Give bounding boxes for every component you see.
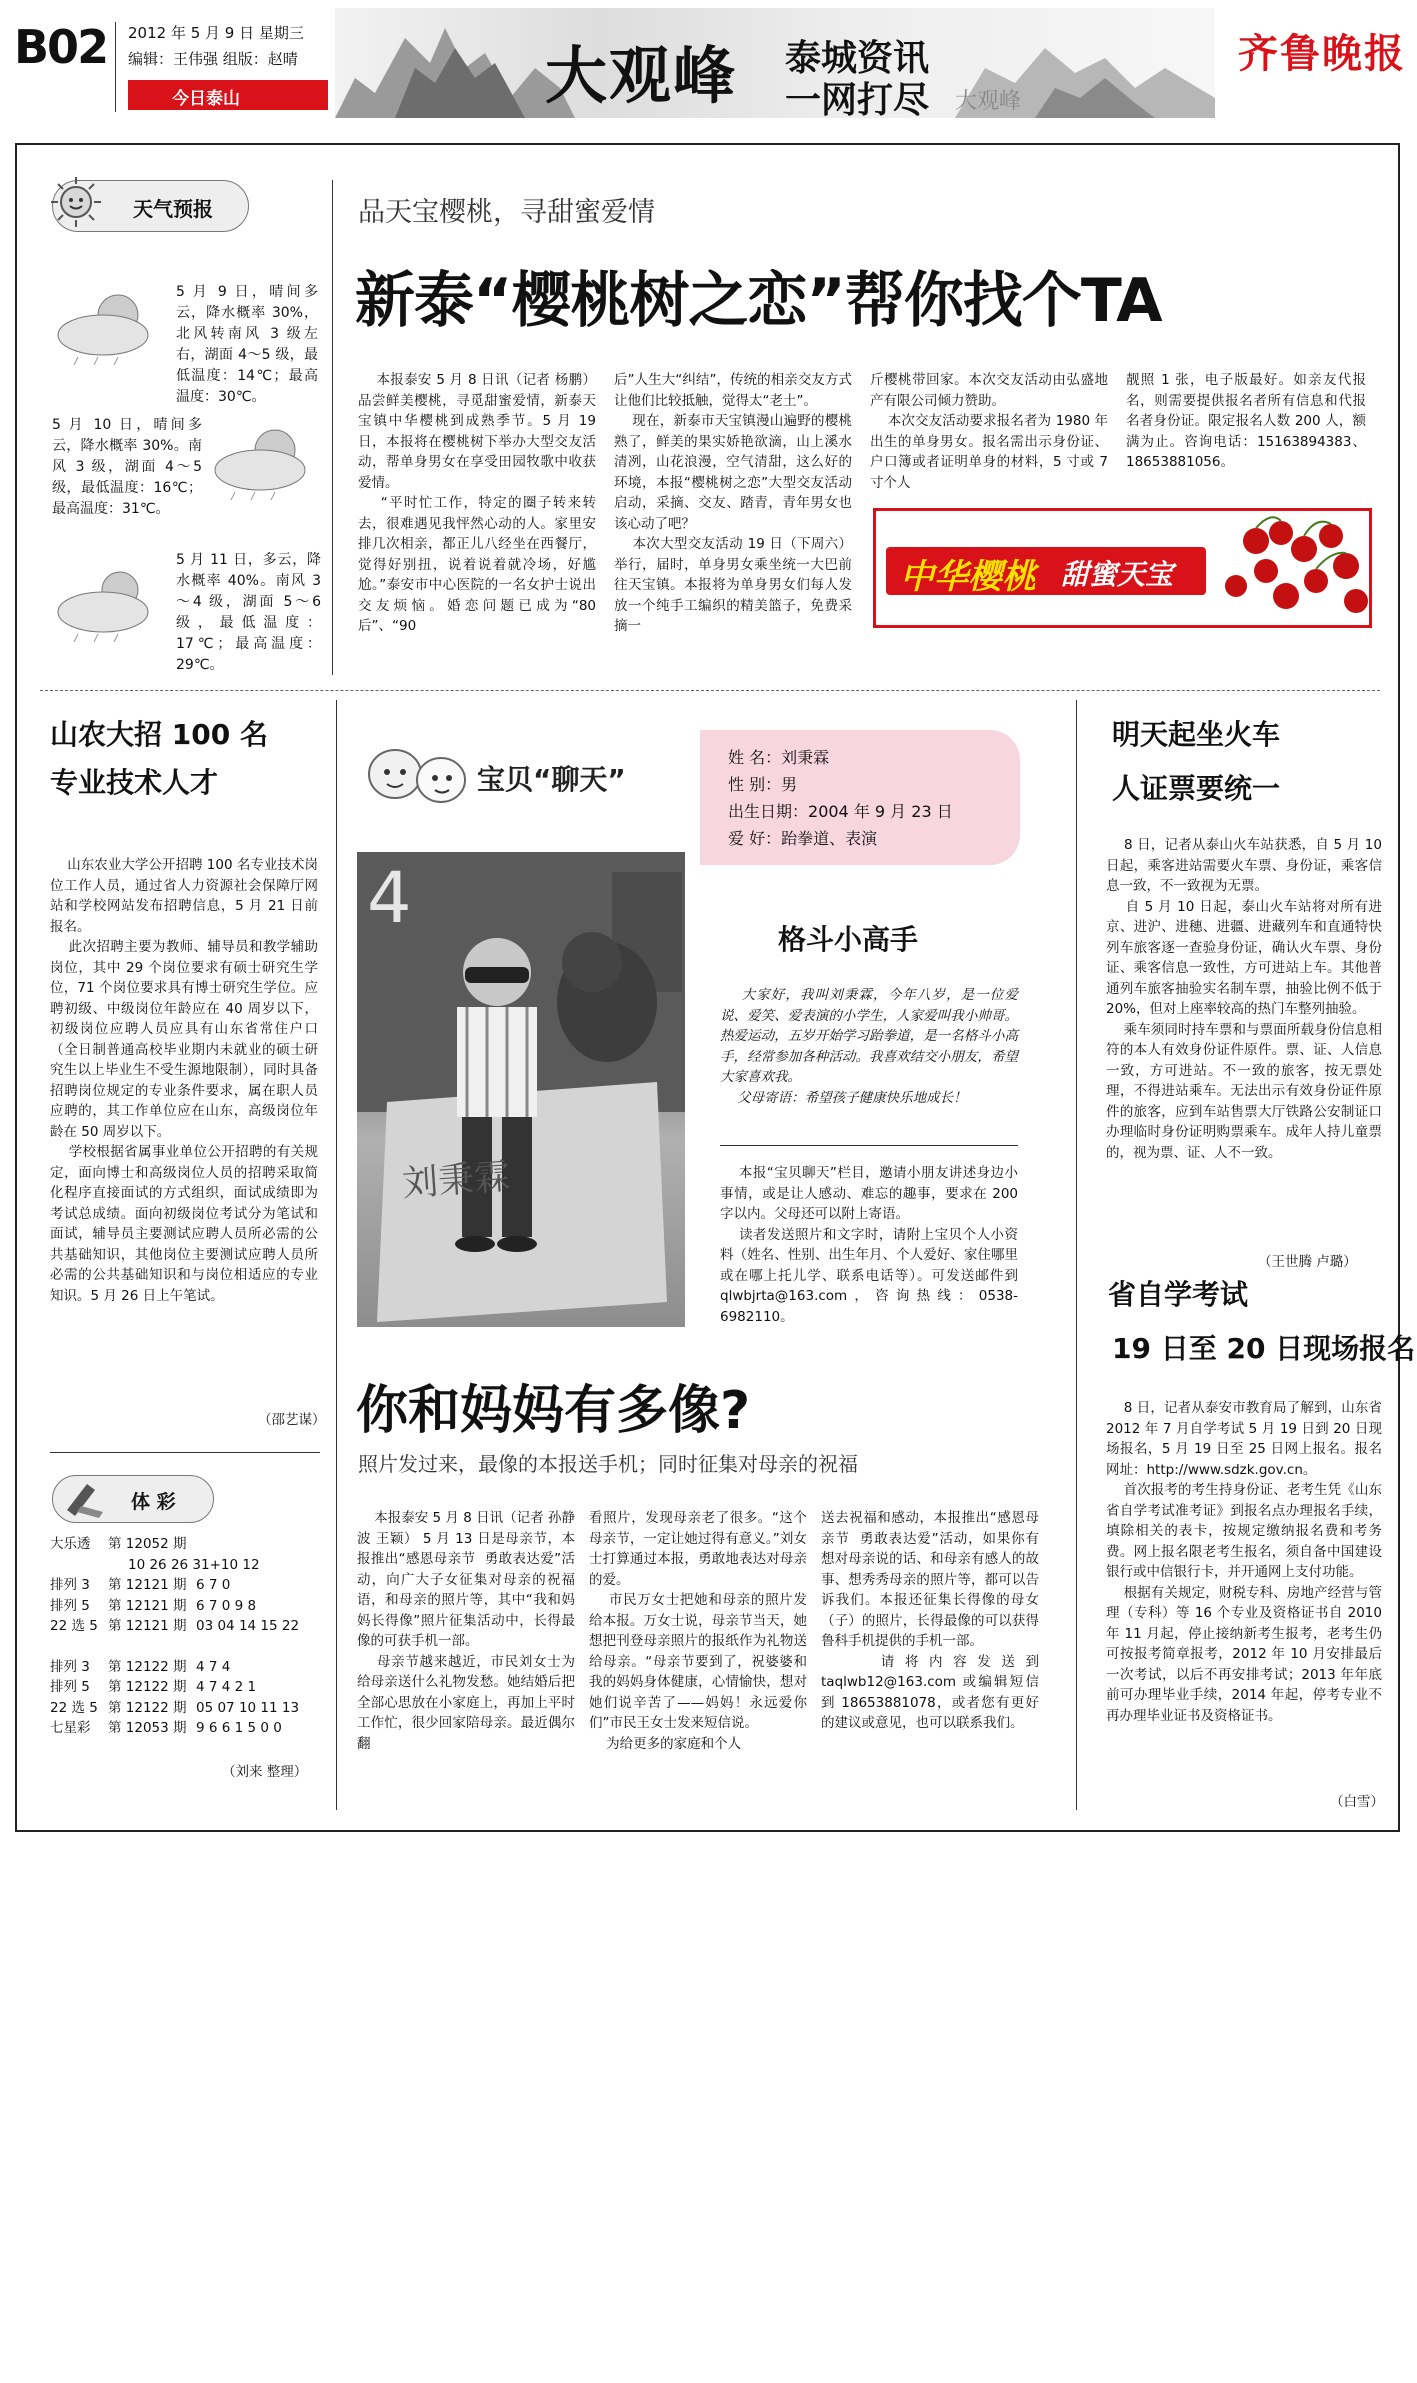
cherry-col-4: 靓照 1 张，电子版最好。如亲友代报名，则需要提供报名者所有信息和代报名者身份证。限定报名人数 200 人，额满为止。咨询电话：15163894383、18653881056。 (1126, 372, 1366, 470)
banner (335, 8, 1215, 118)
exam-byline: （白雪） (1330, 1794, 1384, 1810)
weather-day2: 5 月 10 日，晴间多云，降水概率 30%。南风 3 级，湖面 4～5 级，最低温度：16℃；最高温度：31℃。 (52, 417, 207, 517)
ad-text-2: 甜蜜天宝 (1061, 558, 1174, 591)
sun-icon (49, 175, 103, 229)
shannong-title-1: 山农大招 100 名 (50, 718, 268, 751)
baby-header (357, 740, 687, 812)
baby-notice: 本报“宝贝聊天”栏目，邀请小朋友讲述身边小事情，或是让人感动、难忘的趣事，要求在 200 字以内。父母还可以附上寄语。 读者发送照片和文字时，请附上宝贝个人小资料（姓名、性别、出生年月、个人爱好、家住哪里或在哪上托儿学、联系电话等）。可发送邮件到 qlwbjrta@163.com，咨询热线：0538-6982110。 (720, 1165, 1019, 1325)
baby-photo (357, 852, 685, 1327)
masthead (0, 0, 1417, 130)
mother-subhead: 照片发过来，最像的本报送手机；同时征集对母亲的祝福 (358, 1452, 858, 1476)
photo-caption-board: 刘秉霖 (400, 1156, 512, 1205)
lottery-row: 七星彩 第 12053 期 9 6 6 1 5 0 0 (50, 1720, 282, 1736)
lottery-row (50, 1637, 330, 1657)
cherry-headline: 新泰“樱桃树之恋”帮你找个TA (355, 266, 1162, 336)
lottery-header (52, 1475, 214, 1523)
date-line: 2012 年 5 月 9 日 星期三 (128, 24, 304, 42)
shannong-title-2: 专业技术人才 (50, 766, 219, 799)
lottery-row: 排列 5 第 12122 期 4 7 4 2 1 (50, 1679, 257, 1695)
exam-title-1: 省自学考试 (1108, 1278, 1249, 1311)
lottery-row: 排列 3 第 12122 期 4 7 4 (50, 1658, 231, 1675)
lottery-row: 10 26 26 31+10 12 (128, 1556, 260, 1573)
editors-line: 编辑：王伟强 组版：赵晴 (128, 50, 298, 68)
weather-day3: 5 月 11 日，多云，降水概率 40%。南风 3～4 级，湖面 5～6 级，最低温度：17℃；最高温度：29℃。 (176, 552, 326, 673)
train-title-1: 明天起坐火车 (1112, 718, 1281, 751)
mother-headline: 你和妈妈有多像? (356, 1381, 751, 1441)
lottery-row: 22 选 5 第 12121 期 03 04 14 15 22 (50, 1618, 300, 1634)
lottery-table (50, 1534, 330, 1739)
baby-headline: 格斗小高手 (778, 923, 919, 956)
banner-small-title: 大观峰 (955, 89, 1022, 114)
baby-label: 宝贝“聊天” (477, 763, 626, 796)
cloud-sun-icon (205, 420, 325, 500)
train-title-2: 人证票要统一 (1112, 772, 1281, 805)
cherry-col-2: 后”人生大“纠结”，传统的相亲交友方式让他们比较抵触，觉得太“老土”。 现在，新泰市天宝镇漫山遍野的樱桃熟了，鲜美的果实娇艳欲滴，山上溪水清冽，山花浪漫，空气清甜，这么好的环境，本报“樱桃树之恋”大型交友活动启动，采摘、交友、踏青，青年男女也该心动了吧？ 本次大型交友活动 19 日（下周六）举行，届时，单身男女乘坐统一大巴前往天宝镇。本报将为单身男女们每人发放一个纯手工编织的精美篮子，免费采摘一 (614, 372, 852, 634)
paper-logo: 齐鲁晚报 (1238, 30, 1406, 77)
lottery-row: 排列 5 第 12121 期 6 7 0 9 8 (50, 1597, 257, 1614)
mother-col-3: 送去祝福和感动，本报推出“感恩母亲节 勇敢表达爱”活动，如果你有想对母亲说的话、和母亲有感人的故事、想秀秀母亲的照片等，都可以告诉我们。本报还征集长得像的母女（子）的照片，长得最像的可以获得鲁科手机提供的手机一部。 请将内容发送到 taqlwb12@163.com 或编辑短信到 18653881078，或者您有更好的建议或意见，也可以联系我们。 (821, 1510, 1039, 1731)
cherry-advertisement (873, 508, 1372, 628)
banner-slogan-1: 泰城资讯 (785, 38, 930, 79)
weather-header (52, 180, 249, 232)
cloud-icon (48, 562, 168, 642)
exam-body: 8 日，记者从泰安市教育局了解到，山东省 2012 年 7 月自学考试 5 月 19 日到 20 日现场报名，5 月 19 日至 25 日网上报名。报名网址：http://www.sdzk.gov.cn。 首次报考的考生持身份证、老考生凭《山东省自学考试准考证》到报名点办理报名手续，填除相关的表卡，按规定缴纳报名费和考务费。网上报名限老考生报名，须自备中国建设银行或中信银行卡，并开通网上支付功能。 根据有关规定，财税专科、房地产经营与管理（专科）等 16 个专业及资格证书自 2010 年 11 月起，停止接纳新考生报考，老考生仍可按报考简章报考，2012 年 10 月安排最后一次考试，以后不再安排考试；2013 年年底前可办理毕业手续，2014 年起，停考专业不再办理毕业证书及资格证书。 (1106, 1400, 1382, 1724)
page-code: B02 (14, 20, 108, 74)
mother-col-1: 本报泰安 5 月 8 日讯（记者 孙静波 王颖） 5 月 13 日是母亲节，本报推出“感恩母亲节 勇敢表达爱”活动，向广大子女征集对母亲的祝福语，和母亲的照片等，其中“我和妈妈长得像”照片征集活动中，长得最像的可获手机一部。 母亲节越来越近，市民刘女士为给母亲送什么礼物发愁。她结婚后把全部心思放在小家庭上，再加上平时工作忙，很少回家陪母亲。最近偶尔翻 (357, 1510, 575, 1752)
weather-label: 天气预报 (133, 197, 213, 221)
baby-intro: 大家好，我叫刘秉霖，今年八岁，是一位爱说、爱笑、爱表演的小学生，人家爱叫我小帅哥。热爱运动，五岁开始学习跆拳道，是一名格斗小高手，经常参加各种活动。我喜欢结交小朋友，希望大家喜欢我。 父母寄语：希望孩子健康快乐地成长！ (720, 987, 1018, 1106)
lottery-row: 排列 3 第 12121 期 6 7 0 (50, 1577, 231, 1593)
lottery-row: 22 选 5 第 12122 期 05 07 10 11 13 (50, 1699, 300, 1716)
train-body: 8 日，记者从泰山火车站获悉，自 5 月 10 日起，乘客进站需要火车票、身份证，乘客信息一致，不一致视为无票。 自 5 月 10 日起，泰山火车站将对所有进京、进沪、进穗、进疆、进藏列车和直通特快列车旅客逐一查验身份证，确认火车票、身份证、乘客信息一致性，方可进站上车。其他普通列车旅客抽验实名制车票，抽验比例不低于 20%，但对上座率较高的热门车整列抽验。 乘车须同时持车票和与票面所载身份信息相符的本人有效身份证件原件。票、证、人信息一致，方可进站。不一致的旅客，按无票处理，不得进站乘车。无法出示有效身份证件原件的旅客，应到车站售票大厅铁路公安制证口办理临时身份证明购票乘车。成年人持儿童票的，视为票、证、人不一致。 (1106, 837, 1382, 1161)
cherry-col-1: 本报泰安 5 月 8 日讯（记者 杨鹏） 品尝鲜美樱桃，寻觅甜蜜爱情，新泰天宝镇中华樱桃到成熟季节。5 月 19 日，本报将在樱桃树下举办大型交友活动，帮单身男女在享受田园牧歌中收获爱情。 “平时忙工作，特定的圈子转来转去，很难遇见我怦然心动的人。家里安排几次相亲，都正儿八经坐在西餐厅，觉得好别扭，说着说着就冷场，好尴尬。”泰安市中心医院的一名女护士说出交友烦恼。婚恋问题已成为“80 后”、“90 (358, 372, 597, 634)
banner-slogan-2: 一网打尽 (785, 80, 930, 118)
lottery-icon (59, 1476, 109, 1522)
exam-title-2: 19 日至 20 日现场报名 (1112, 1332, 1416, 1365)
svg-text:4: 4 (367, 857, 412, 939)
weather-day1: 5 月 9 日，晴间多云，降水概率 30%，北风转南风 3 级左右，湖面 4～5 级，最低温度：14℃；最高温度：30℃。 (176, 284, 318, 405)
lottery-byline: （刘来 整理） (222, 1764, 308, 1780)
cherry-col-3: 斤樱桃带回家。本次交友活动由弘盛地产有限公司倾力赞助。 本次交友活动要求报名者为 1980 年出生的单身男女。报名需出示身份证、户口簿或者证明单身的材料，5 寸或 7 寸个人 (870, 372, 1108, 491)
baby-profile-card (700, 730, 1020, 865)
ad-text-1: 中华樱桃 (900, 557, 1036, 597)
mother-col-2: 看照片，发现母亲老了很多。“这个母亲节，一定让她过得有意义。”刘女士打算通过本报，勇敢地表达对母亲的爱。 市民万女士把她和母亲的照片发给本报。万女士说，母亲节当天，她想把刊登母亲照片的报纸作为礼物送给母亲。“母亲节要到了，祝婆婆和我的妈妈身体健康，心情愉快，想对她们说辛苦了——妈妈！永远爱你们”市民王女士发来短信说。 为给更多的家庭和个人 (589, 1510, 807, 1752)
section-tab (128, 80, 328, 110)
profile-row: 姓 名：刘秉霖 性 别：男 出生日期：2004 年 9 月 23 日 爱 好：跆拳道、表演 (728, 748, 953, 848)
banner-title: 大观峰 (545, 39, 738, 112)
cloud-sun-icon (48, 285, 168, 365)
section-tab-label: 今日泰山 (172, 89, 240, 109)
shannong-body: 山东农业大学公开招聘 100 名专业技术岗位工作人员，通过省人力资源社会保障厅网站和学校网站发布招聘信息，5 月 21 日前报名。 此次招聘主要为教师、辅导员和教学辅助岗位，其中 29 个岗位要求有硕士研究生学位，71 个岗位要求具有博士研究生学位。应聘初级、中级岗位年龄应在 40 周岁以下，初级岗位应聘人员应具有山东省常住户口（全日制普通高校毕业期内未就业的硕士研究生以上毕业生不受生源地限制），同时具备招聘岗位规定的专业条件要求，属在职人员应聘的，其工作单位应在山东，高级岗位年龄在 50 周岁以下。 学校根据省属事业单位公开招聘的有关规定，面向博士和高级岗位人员的招聘采取简化程序直接面试的方式组织，面试成绩即为考试总成绩。面向初级岗位考试分为笔试和面试，辅导员主要测试应聘人员所必需的公共基础知识，其他岗位主要测试应聘人员所必需的公共基础知识和与岗位相适应的专业知识。5 月 26 日上午笔试。 (50, 857, 318, 1304)
mountain-illustration (335, 8, 1215, 118)
cartoon-kids-icon (357, 740, 477, 812)
train-byline: （王世腾 卢璐） (1258, 1254, 1357, 1270)
lottery-label: 体 彩 (131, 1491, 176, 1513)
cherry-kicker: 品天宝樱桃，寻甜蜜爱情 (358, 197, 655, 228)
shannong-byline: （邵艺谋） (258, 1412, 326, 1428)
lottery-row: 大乐透 第 12052 期 (50, 1536, 187, 1552)
child-figure (357, 852, 685, 1327)
